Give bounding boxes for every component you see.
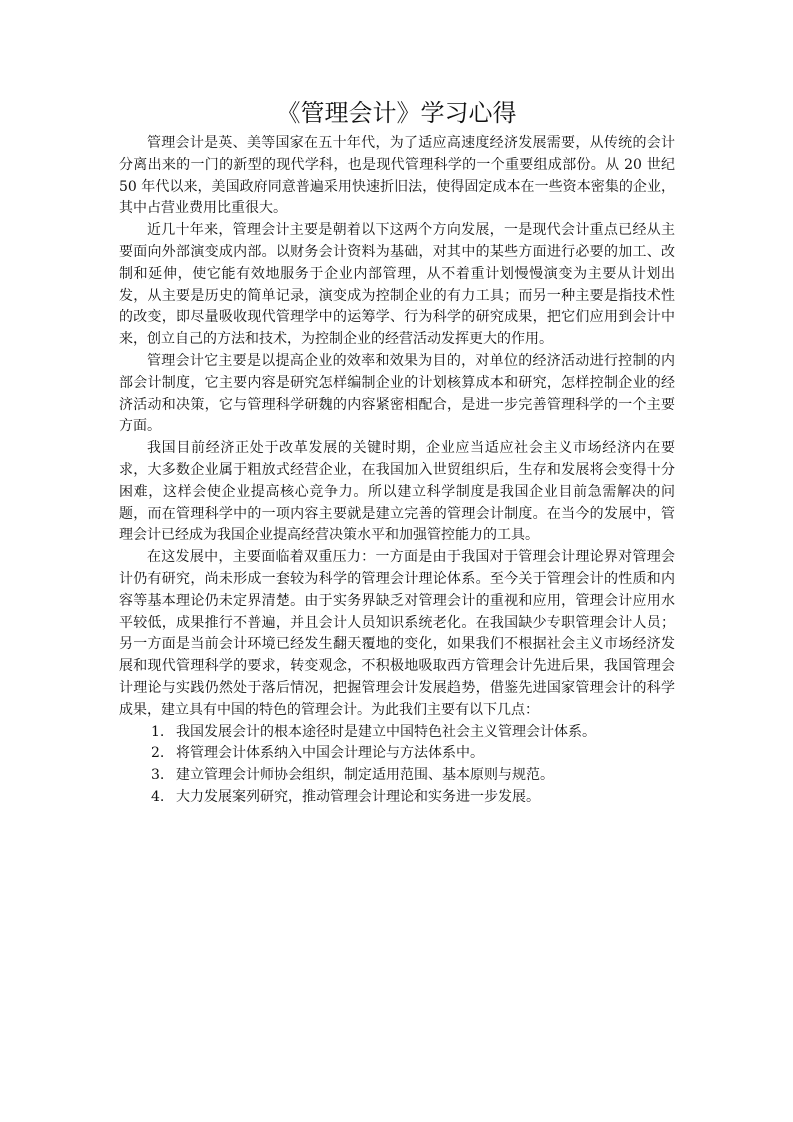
- paragraph-intro: 管理会计是英、美等国家在五十年代，为了适应高速度经济发展需要，从传统的会计分离出来的一门的新型的现代学科，也是现代管理科学的一个重要组成部份。从 20 世纪 50 年代以来，美国政府同意普遍采用快速折旧法，使得固定成本在一些资本密集的企业， 其中占营业费用比重很大。: [119, 135, 675, 217]
- list-item-number: 3.: [151, 767, 165, 784]
- list-item-number: 1.: [151, 723, 165, 740]
- paragraph-china-economy: 我国目前经济正处于改革发展的关键时期，企业应当适应社会主义市场经济内在要求，大多数企业属于粗放式经营企业，在我国加入世贸组织后，生存和发展将会变得十分困难，这样会使企业提高核心竞争力。所以建立科学制度是我国企业目前急需解决的问题，而在管理科学中的一项内容主要就是建立完善的管理会计制度。在当今的发展中，管理会计已经成为我国企业提高经营决策水平和加强管控能力的工具。: [119, 440, 675, 544]
- list-item-number: 4.: [151, 788, 165, 805]
- paragraph-development-directions: 近几十年来，管理会计主要是朝着以下这两个方向发展，一是现代会计重点已经从主要面向外部演变成内部。以财务会计资料为基础，对其中的某些方面进行必要的加工、改制和延伸，使它能有效地服务于企业内部管理，从不着重计划慢慢演变为主要从计划出发，从主要是历史的简单记录，演变成为控制企业的有力工具；而另一种主要是指技术性的改变，即尽量吸收现代管理学中的运筹学、行为科学的研究成果，把它们应用到会计中来，创立自己的方法和技术，为控制企业的经营活动发挥更大的作用。: [119, 222, 675, 348]
- list-item-text: 建立管理会计师协会组织，制定适用范围、基本原则与规范。: [176, 767, 554, 784]
- list-item: [119, 787, 675, 809]
- list-item-text: 我国发展会计的根本途径时是建立中国特色社会主义管理会计体系。: [176, 723, 596, 740]
- list-item-text: 将管理会计体系纳入中国会计理论与方法体系中。: [176, 745, 484, 762]
- document-body: [119, 133, 675, 809]
- list-item: [119, 722, 675, 744]
- recommendations-list: [119, 722, 675, 809]
- list-item-number: 2.: [151, 745, 165, 762]
- paragraph-dual-pressure: 在这发展中，主要面临着双重压力：一方面是由于我国对于管理会计理论界对管理会计仍有研究，尚未形成一套较为科学的管理会计理论体系。至今关于管理会计的性质和内容等基本理论仍未定界清楚。由于实务界缺乏对管理会计的重视和应用，管理会计应用水平较低，成果推行不普遍，并且会计人员知识系统老化。在我国缺少专职管理会计人员；另一方面是当前会计环境已经发生翻天覆地的变化，如果我们不根据社会主义市场经济发展和现代管理科学的要求，转变观念，不积极地吸取西方管理会计先进后果，我国管理会计理论与实践仍然处于落后情况，把握管理会计发展趋势，借鉴先进国家管理会计的科学成果，建立具有中国的特色的管理会计。为此我们主要有以下几点：: [119, 549, 675, 718]
- list-item-text: 大力发展案列研究，推动管理会计理论和实务进一步发展。: [176, 788, 540, 805]
- document-title: 《管理会计》学习心得: [276, 99, 517, 127]
- list-item: [119, 765, 675, 787]
- list-item: [119, 743, 675, 765]
- paragraph-purpose: 管理会计它主要是以提高企业的效率和效果为目的，对单位的经济活动进行控制的内部会计制度，它主要内容是研究怎样编制企业的计划核算成本和研究，怎样控制企业的经济活动和决策，它与管理科学研魏的内容紧密相配合，是进一步完善管理科学的一个主要方面。: [119, 352, 675, 435]
